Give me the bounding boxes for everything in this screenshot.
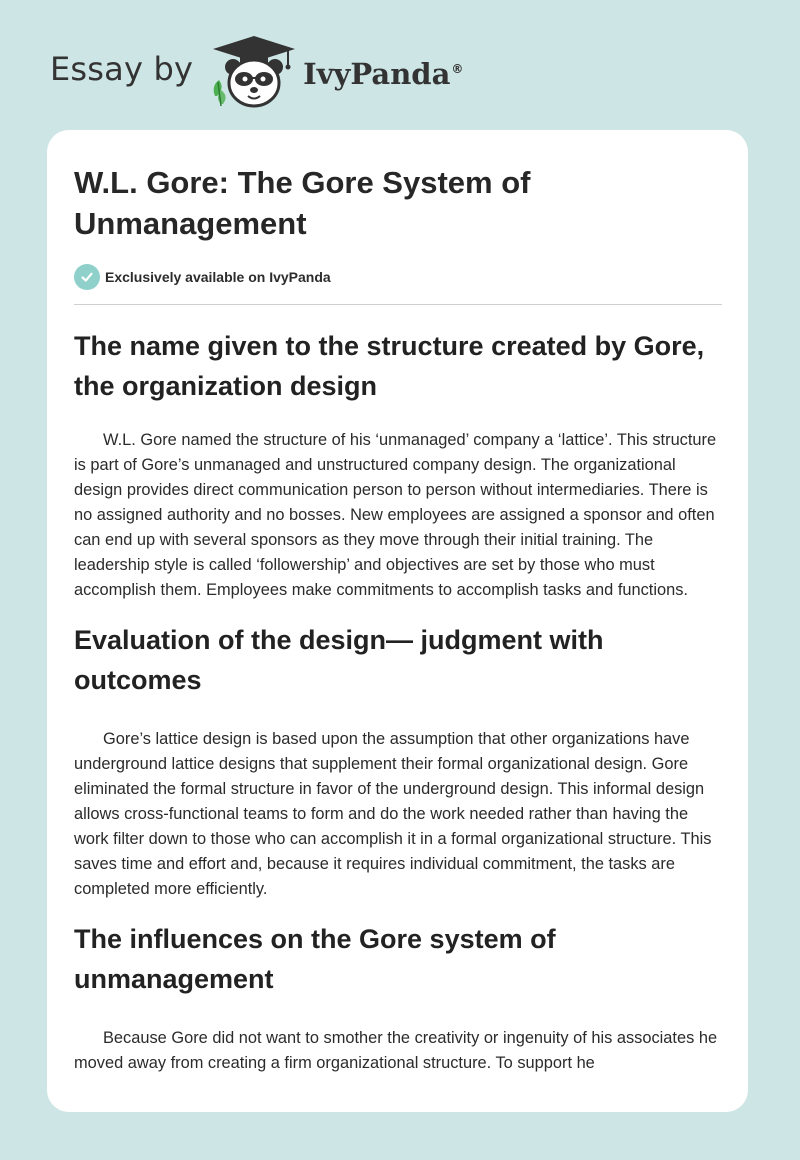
essay-card [47,130,748,1112]
check-circle-icon [74,264,100,290]
registered-mark: ® [451,62,464,77]
section-heading-design-evaluation: Evaluation of the design— judgment with outcomes [74,625,604,695]
section-paragraph-influences: Because Gore did not want to smother the creativity or ingenuity of his associates he moved away from creating a firm organizational structure. To support he [74,1029,718,1072]
essay-by-label: Essay by [50,50,194,88]
section-heading-influences: The influences on the Gore system of unmanagement [74,924,556,994]
exclusive-badge [74,264,722,290]
essay-title: W.L. Gore: The Gore System of Unmanagement [74,165,531,241]
exclusive-badge-label: Exclusively available on IvyPanda [105,269,331,285]
essay-content [74,162,722,1076]
section-paragraph-design-evaluation: Gore’s lattice design is based upon the assumption that other organizations have underground lattice designs that supplement their formal organizational design. Gore eliminated the formal structure in favor of the underground design. This informal design allows cross-functional teams to form and do the work needed rather than having the work filter down to those who can accomplish it in a formal organizational structure. This saves time and effort and, because it requires individual commitment, the tasks are completed more efficiently. [74,730,712,898]
brand-name[interactable]: IvyPanda® [303,57,464,91]
section-heading-structure-name: The name given to the structure created by Gore, the organization design [74,331,705,401]
section-paragraph-structure-name: W.L. Gore named the structure of his ‘unmanaged’ company a ‘lattice’. This structure is part of Gore’s unmanaged and unstructured company design. The organizational design provides direct communication person to person without intermediaries. There is no assigned authority and no bosses. New employees are assigned a sponsor and often can end up with several sponsors as they move through their initial training. The leadership style is called ‘followership’ and objectives are set by those who must accomplish them. Employees make commitments to accomplish tasks and functions. [74,431,717,599]
panda-graduate-icon[interactable] [207,34,301,110]
title-divider [74,304,722,305]
site-header [50,34,463,110]
